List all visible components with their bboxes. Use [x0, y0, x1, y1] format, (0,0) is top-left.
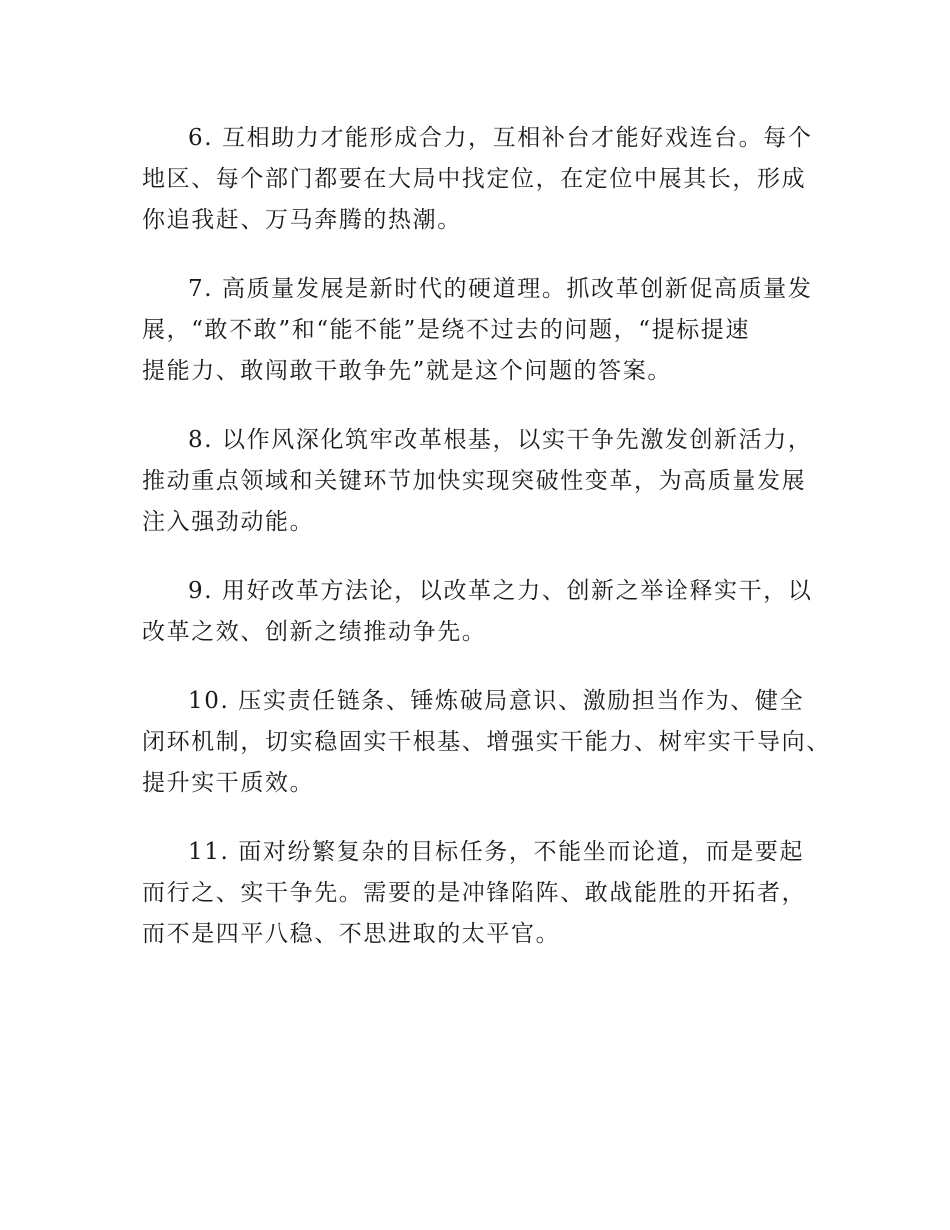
paragraph-line: 闭环机制，切实稳固实干根基、增强实干能力、树牢实干导向、	[142, 729, 831, 755]
paragraph-line: 推动重点领域和关键环节加快实现突破性变革，为高质量发展	[142, 468, 807, 494]
paragraph-10	[142, 681, 831, 804]
paragraph-line: 改革之效、创新之绩推动争先。	[142, 619, 487, 645]
paragraph-line: 而行之、实干争先。需要的是冲锋陷阵、敢战能胜的开拓者，	[142, 880, 807, 906]
paragraph-line: 而不是四平八稳、不思进取的太平官。	[142, 921, 561, 947]
paragraph-8	[142, 420, 822, 543]
paragraph-line: 6. 互相助力才能形成合力，互相补台才能好戏连台。每个	[188, 125, 813, 151]
paragraph-line: 地区、每个部门都要在大局中找定位，在定位中展其长，形成	[142, 166, 807, 192]
paragraph-9	[142, 571, 822, 653]
paragraph-line: 你追我赶、万马奔腾的热潮。	[142, 207, 462, 233]
paragraph-line: 9. 用好改革方法论，以改革之力、创新之举诠释实干，以	[188, 578, 813, 604]
paragraph-11	[142, 832, 822, 955]
paragraph-line: 11. 面对纷繁复杂的目标任务，不能坐而论道，而是要起	[188, 839, 805, 865]
paragraph-line: 展，“敢不敢”和“能不能”是绕不过去的问题，“提标提速	[142, 317, 750, 343]
paragraph-line: 7. 高质量发展是新时代的硬道理。抓改革创新促高质量发	[188, 276, 813, 302]
paragraph-line: 提升实干质效。	[142, 770, 315, 796]
paragraph-6	[142, 118, 822, 241]
document-body	[142, 118, 831, 983]
paragraph-line: 8. 以作风深化筑牢改革根基，以实干争先激发创新活力，	[188, 427, 813, 453]
paragraph-line: 注入强劲动能。	[142, 509, 315, 535]
paragraph-line: 提能力、敢闯敢干敢争先”就是这个问题的答案。	[142, 358, 672, 384]
paragraph-line: 10. 压实责任链条、锤炼破局意识、激励担当作为、健全	[188, 688, 805, 714]
paragraph-7	[142, 269, 822, 392]
